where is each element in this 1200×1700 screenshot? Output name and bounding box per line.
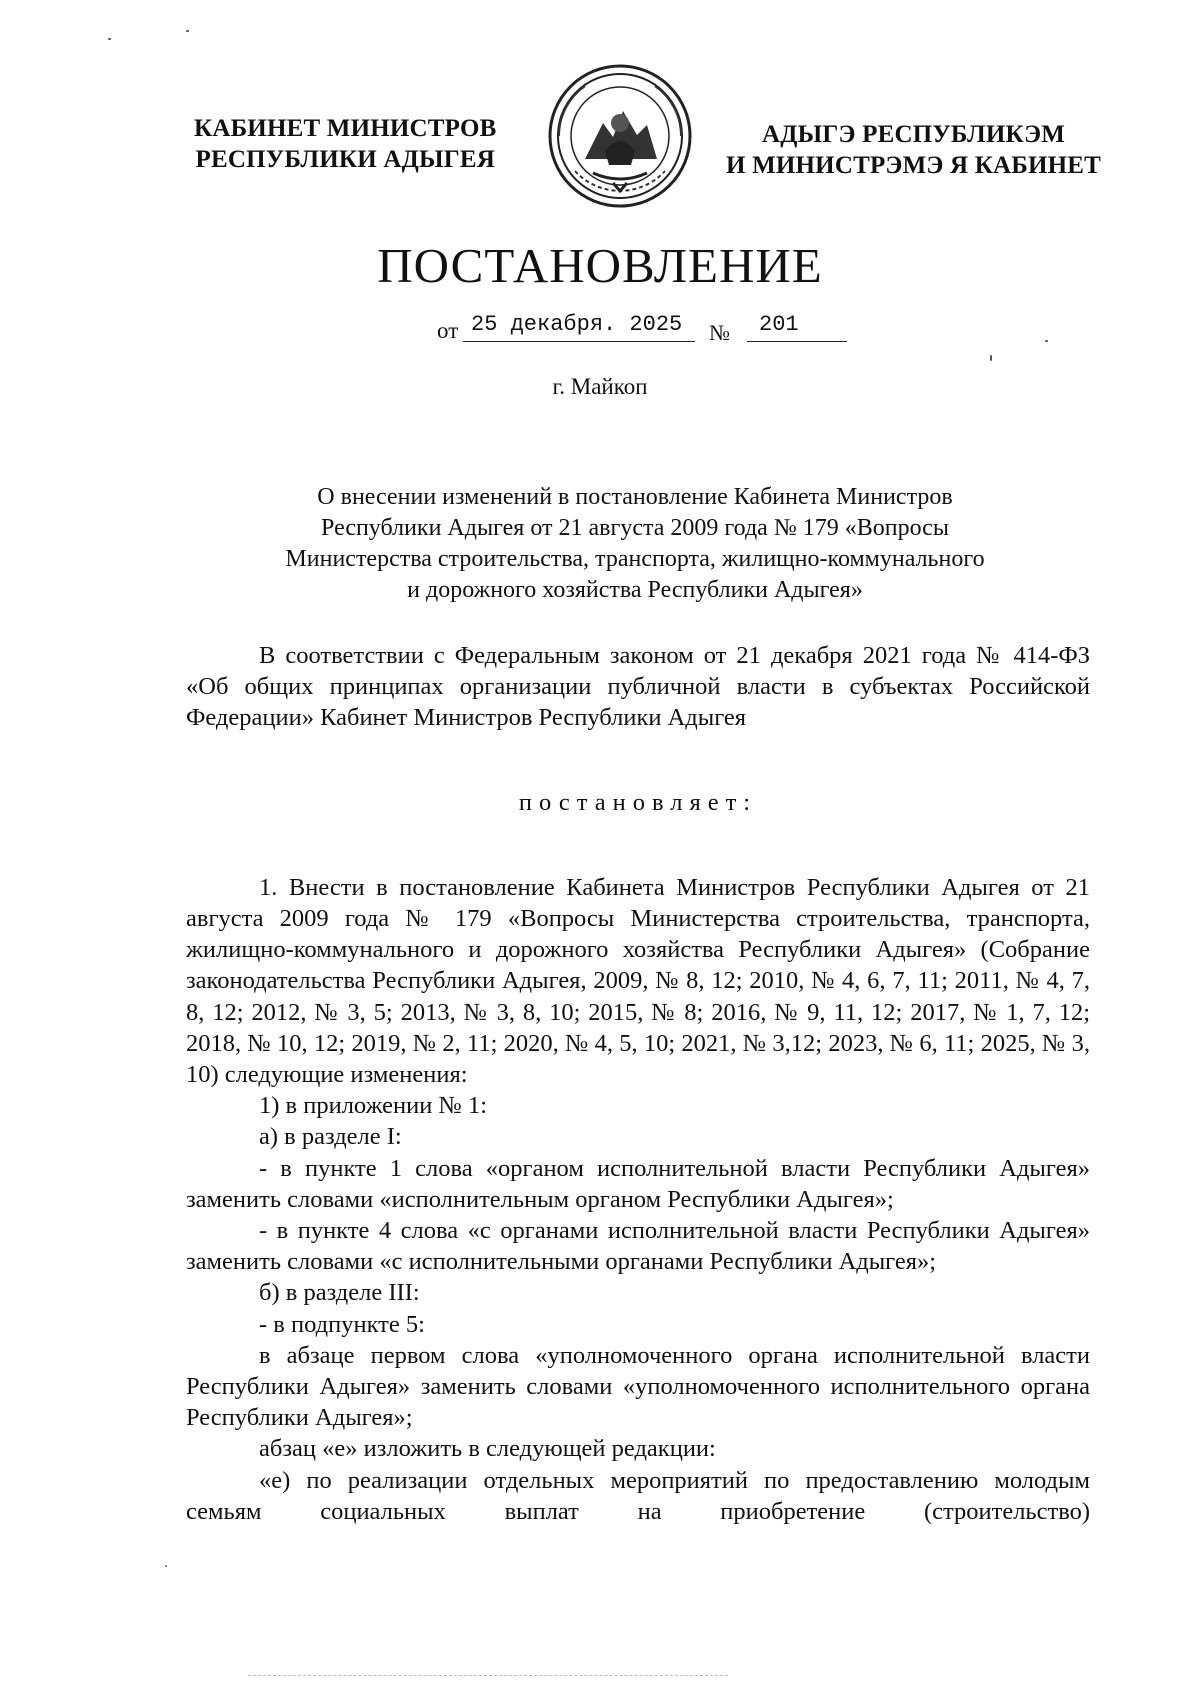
- subject-block: [180, 482, 1090, 606]
- header-right-line1: АДЫГЭ РЕСПУБЛИКЭМ: [761, 121, 1066, 148]
- body-paragraph: а) в разделе I:: [259, 1123, 402, 1151]
- scan-speck: [108, 38, 111, 40]
- scan-artifact-line: [248, 1675, 728, 1676]
- body-paragraph: - в пункте 4 слова «с органами исполнительной власти Республики Адыгея» заменить словами «с исполнительными органами Республики Адыгея»;: [186, 1217, 1090, 1276]
- number-field: 201: [747, 312, 847, 342]
- body-paragraph: - в пункте 1 слова «органом исполнительной власти Республики Адыгея» заменить словами «исполнительным органом Республики Адыгея»;: [186, 1154, 1090, 1213]
- scan-speck: [990, 355, 992, 361]
- body-paragraph: в абзаце первом слова «уполномоченного органа исполнительной власти Республики Адыгея» заменить словами «уполномоченного исполнительного органа Республики Адыгея»;: [186, 1341, 1090, 1432]
- body-paragraph: «е) по реализации отдельных мероприятий по предоставлению молодым семьям социальных выплат на приобретение (строительство): [186, 1466, 1090, 1525]
- header-left-line2: РЕСПУБЛИКИ АДЫГЕЯ: [195, 146, 495, 173]
- scan-speck: [186, 30, 189, 32]
- subject-line: и дорожного хозяйства Республики Адыгея»: [407, 577, 863, 603]
- body-paragraph: - в подпункте 5:: [259, 1310, 425, 1338]
- scan-speck: [1045, 340, 1048, 342]
- subject-line: О внесении изменений в постановление Кабинета Министров: [317, 484, 953, 510]
- header-left: [194, 113, 497, 175]
- header-right: [726, 119, 1101, 181]
- resolves-word: постановляет:: [518, 788, 758, 816]
- coat-of-arms-icon: [545, 61, 695, 211]
- header-right-line2: И МИНИСТРЭМЭ Я КАБИНЕТ: [726, 152, 1102, 179]
- date-field: 25 декабря. 2025: [463, 312, 695, 342]
- document-title: ПОСТАНОВЛЕНИЕ: [377, 238, 823, 293]
- number-label: №: [709, 320, 730, 345]
- date-prefix: от: [437, 318, 459, 343]
- body-paragraph: 1. Внести в постановление Кабинета Министров Республики Адыгея от 21 августа 2009 года № 179 «Вопросы Министерства строительства, транспорта, жилищно-коммунального и дорожного хозяйства Республики Адыгея» (Собрание законодательства Республики Адыгея, 2009, № 8, 12; 2010, № 4, 6, 7, 11; 2011, № 4, 7, 8, 12; 2012, № 3, 5; 2013, № 3, 8, 10; 2015, № 8; 2016, № 9, 11, 12; 2017, № 1, 7, 12; 2018, № 10, 12; 2019, № 2, 11; 2020, № 4, 5, 10; 2021, № 3,12; 2023, № 6, 11; 2025, № 3, 10) следующие изменения:: [186, 873, 1090, 1089]
- body-paragraph: б) в разделе III:: [259, 1279, 420, 1307]
- header-left-line1: КАБИНЕТ МИНИСТРОВ: [194, 115, 497, 142]
- subject-line: Министерства строительства, транспорта, жилищно-коммунального: [285, 546, 985, 572]
- city-line: г. Майкоп: [552, 374, 648, 399]
- preamble-paragraph: В соответствии с Федеральным законом от 21 декабря 2021 года № 414-ФЗ «Об общих принципах организации публичной власти в субъектах Российской Федерации» Кабинет Министров Республики Адыгея: [186, 642, 1090, 732]
- subject-line: Республики Адыгея от 21 августа 2009 года № 179 «Вопросы: [321, 515, 949, 541]
- body-text: [186, 640, 1090, 1527]
- scan-speck: [165, 1565, 167, 1567]
- body-paragraph: 1) в приложении № 1:: [259, 1092, 488, 1120]
- body-paragraph: абзац «е» изложить в следующей редакции:: [259, 1435, 716, 1463]
